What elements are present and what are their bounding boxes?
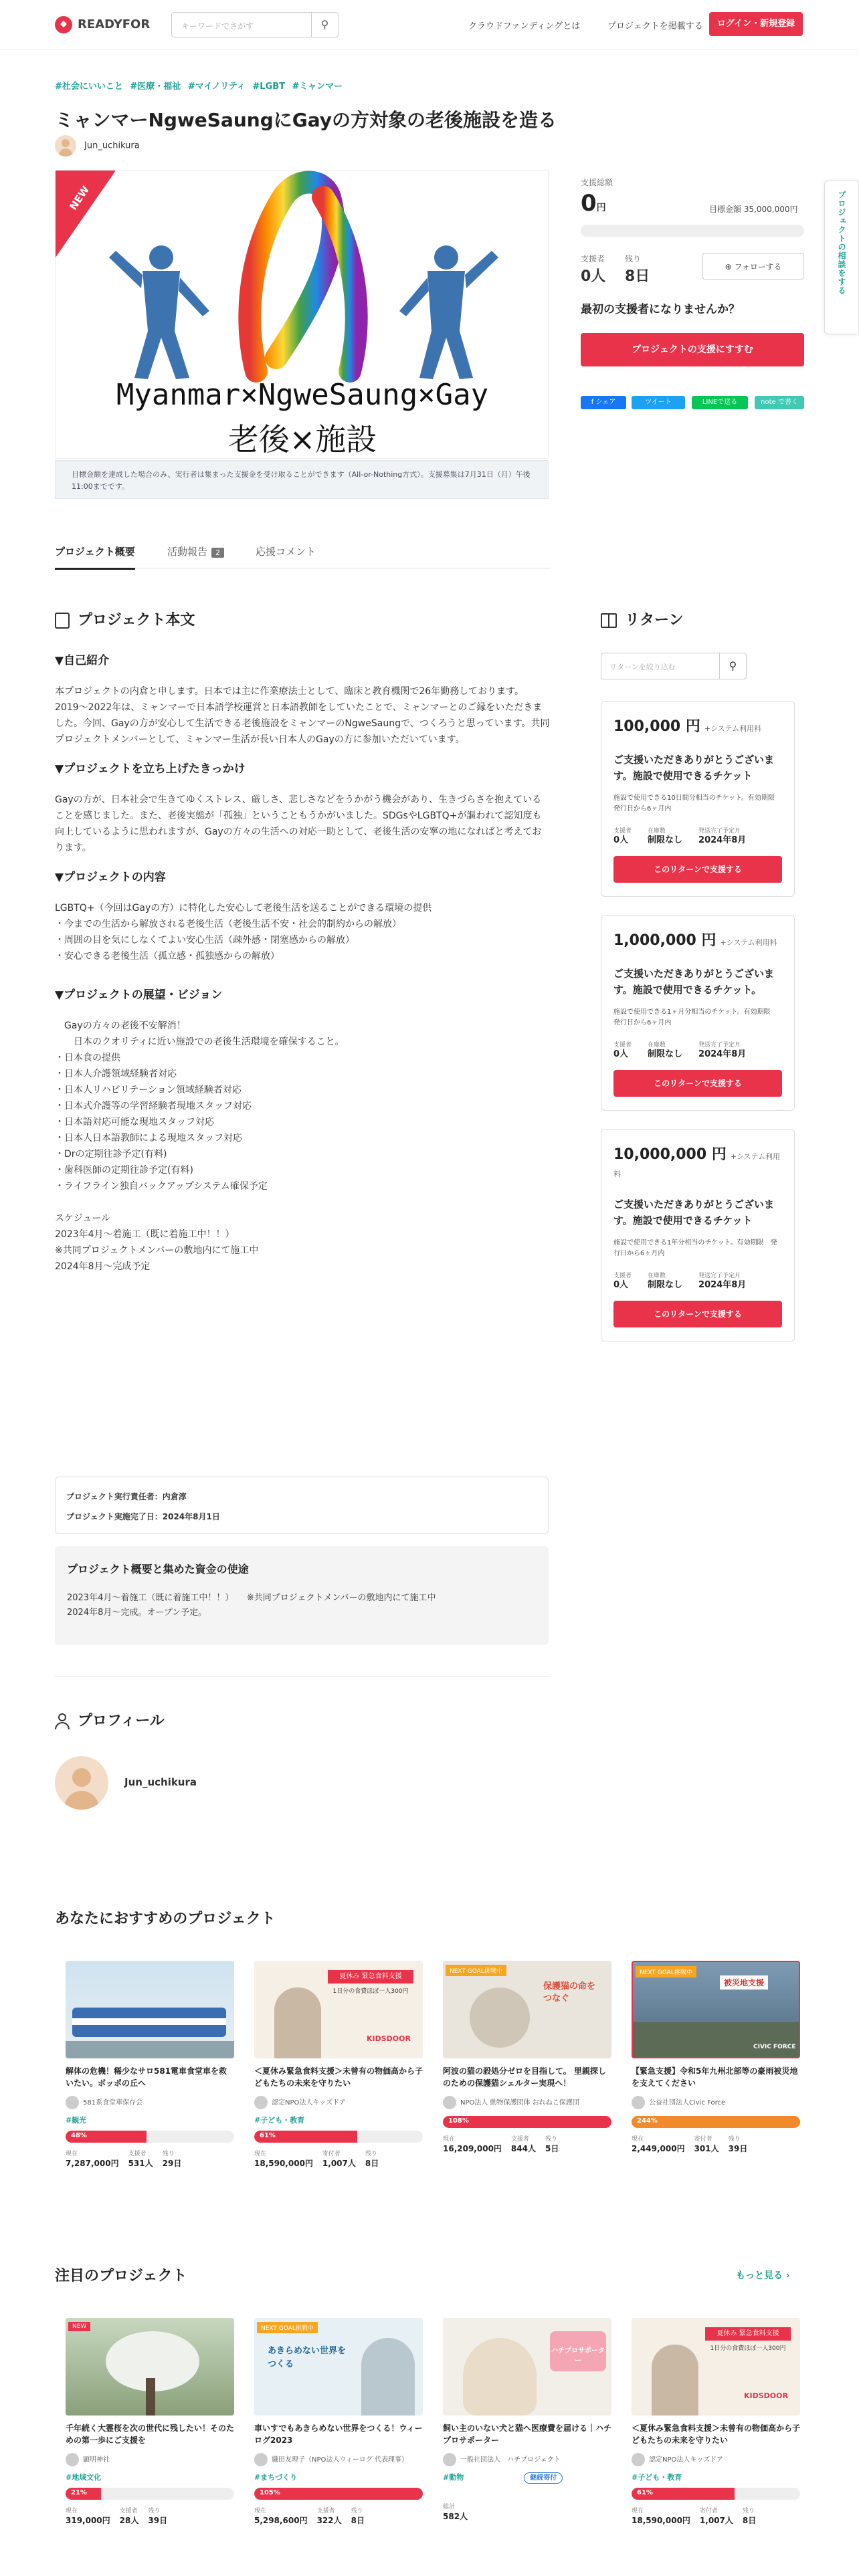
- remaining-label: 残り: [625, 254, 642, 263]
- summary-title: プロジェクト概要と集めた資金の使途: [67, 1563, 249, 1576]
- reward-meta: 支援者 0人 在庫数 制限なし 発送完了予定月 2024年8月: [613, 1273, 747, 1290]
- site-header: [0, 0, 859, 49]
- org-avatar: [443, 2096, 456, 2109]
- reward-support-button[interactable]: このリターンで支援する: [613, 1070, 782, 1097]
- card-image-cat: NEXT GOAL挑戦中 保護猫の命をつなぐ: [443, 1961, 611, 2058]
- reports-count-badge: 2: [211, 548, 224, 558]
- continuous-donation-badge: 継続寄付: [524, 2472, 563, 2484]
- new-badge: NEW: [67, 183, 92, 213]
- org-avatar: [66, 2453, 79, 2466]
- gift-icon: [601, 613, 617, 628]
- org-avatar: [254, 2096, 268, 2109]
- para-content: LGBTQ+（今回はGayの方）に特化した安心して老後生活を送ることができる環境の提供 ・今までの生活から解放される老後生活（老後生活不安・社会的制約からの解放） ・周囲の目を気にしなくてよい安心生活（疎外感・閉塞感からの解放） ・安心できる老後生活（孤立感・孤独感からの解放）: [55, 903, 432, 962]
- para-intro: 本プロジェクトの内倉と申します。日本では主に作業療法士として、臨床と教育機関で26年勤務しております。2019〜2022年は、ミャンマーで日本語学校運営と日本語教師をしていたことで、ミャンマーとのご縁をいただきました。今回、Gayの方が安心して生活できる老後施設をミャンマーのNgweSaungで、つくろうと思っています。共同プロジェクトメンバーとして、ミャンマー生活が長い日本人のGayの方に参加いただいています。: [55, 686, 550, 745]
- rewards-heading: リターン: [601, 609, 684, 629]
- support-project-button[interactable]: プロジェクトの支援にすすむ: [581, 333, 804, 366]
- reward-description: 施設で使用できる1年分相当のチケット。有効期限 発行日から6ヶ月内: [613, 1239, 777, 1257]
- all-or-nothing-note: 目標金額を達成した場合のみ、実行者は集まった支援金を受け取ることができます（All-or-Nothing方式）。支援募集は7月31日（月）午後11:00までです。: [55, 460, 549, 499]
- hero-line1: Myanmar×NgweSaung×Gay: [116, 378, 489, 412]
- card-image-kids: 夏休み 緊急食料支援 1日分の食費ほぼ一人300円 KIDSDOOR: [254, 1961, 423, 2058]
- project-title: ミャンマーNgweSaungにGayの方対象の老後施設を造る: [55, 109, 557, 131]
- reward-price: 1,000,000 円 +システム利用料: [613, 932, 777, 949]
- reward-price: 10,000,000 円 +システム利用料: [613, 1146, 780, 1178]
- reward-title: ご支援いただきありがとうございます。施設で使用できるチケット。: [613, 968, 775, 996]
- header-search[interactable]: [171, 12, 339, 37]
- hero-line2: 老後×施設: [227, 421, 377, 457]
- plus-icon: ⊕: [725, 262, 735, 272]
- recommended-heading: あなたにおすすめのプロジェクト: [55, 1911, 276, 1927]
- nav-post-project-link[interactable]: プロジェクトを掲載する: [607, 21, 703, 31]
- readyfor-logo[interactable]: READYFOR: [55, 16, 150, 33]
- card-progress-bar: 105%: [254, 2488, 423, 2500]
- project-card[interactable]: 解体の危機！稀少なサロ581電車食堂車を救いたい。ボッポの丘へ 581系食堂車保存会 #観光 48% 現在 7,287,000円 支援者 531人 残り 29日: [66, 1961, 234, 2181]
- follow-button[interactable]: ⊕ フォローする: [702, 253, 804, 280]
- funding-progress-bar: [581, 225, 804, 237]
- card-progress-bar: 61%: [254, 2131, 423, 2143]
- supporters-label: 支援者: [581, 254, 605, 263]
- tab-overview[interactable]: プロジェクト概要: [55, 544, 135, 570]
- reward-meta: 支援者 0人 在庫数 制限なし 発送完了予定月 2024年8月: [613, 1042, 747, 1059]
- profile-name[interactable]: Jun_uchikura: [124, 1776, 197, 1788]
- project-tabs: [55, 535, 550, 568]
- featured-heading: 注目のプロジェクト: [55, 2268, 187, 2284]
- card-image-cherry-tree: NEW: [66, 2318, 234, 2416]
- tab-comments[interactable]: 応援コメント: [256, 546, 316, 558]
- reward-search[interactable]: [601, 653, 747, 679]
- funds-usage-summary: [55, 1546, 549, 1645]
- org-avatar: [254, 2453, 268, 2466]
- project-owner[interactable]: [55, 135, 140, 156]
- total-amount: 0円: [581, 190, 606, 217]
- reward-card[interactable]: [601, 1129, 795, 1341]
- project-hero-image: [55, 170, 549, 459]
- project-body-heading: プロジェクト本文: [55, 609, 195, 629]
- reward-title: ご支援いただきありがとうございます。施設で使用できるチケット: [613, 1198, 775, 1226]
- reward-meta: 支援者 0人 在庫数 制限なし 発送完了予定月 2024年8月: [613, 828, 747, 845]
- line-share-button[interactable]: LINEで送る: [692, 396, 748, 409]
- owner-name[interactable]: Jun_uchikura: [84, 140, 140, 151]
- card-image-wheelchair: NEXT GOAL挑戦中 あきらめない世界をつくる: [254, 2318, 423, 2416]
- reward-description: 施設で使用できる1ヶ月分相当のチケット。有効期限 発行日から6ヶ月内: [613, 1008, 777, 1027]
- owner-avatar: [55, 135, 76, 156]
- reward-search-input[interactable]: リターンを絞り込む: [609, 663, 676, 671]
- reward-support-button[interactable]: このリターンで支援する: [613, 856, 782, 883]
- para-vision: Gayの方々の老後不安解消！ 日本のクオリティに近い施設での老後生活環境を確保すること。 ・日本食の提供 ・日本人介護領域経験者対応 ・日本人リハビリテーション領域経験者対応 ・日本式介護等の学習経験者現地スタッフ対応 ・日本語対応可能な現地スタッフ対応 ・日本人日本語教師による現地スタッフ対応 ・Drの定期往診予定(有料) ・歯科医師の定期往診予定(有料) ・ライフライン独自バックアップシステム確保予定 スケジュール 2023年4月〜着施工（既に着施工中！！） ※共同プロジェクトメンバーの敷地内にて施工中 2024年8月〜完成予定: [55, 1021, 345, 1272]
- project-card[interactable]: ハチプロサポーター 飼い主のいない犬と猫へ医療費を届ける｜ハチプロサポーター 一般社団法人 ハチプロジェクト #動物 継続寄付 総計 582人: [443, 2318, 611, 2539]
- card-image-flood: NEXT GOAL挑戦中 被災地支援 CIVIC FORCE: [632, 1961, 800, 2058]
- card-progress-bar: 48%: [66, 2131, 234, 2143]
- reward-card[interactable]: [601, 915, 795, 1111]
- summary-line2: 2024年8月〜完成。オープン予定。: [67, 1608, 207, 1618]
- heading-content: ▼プロジェクトの内容: [55, 871, 166, 884]
- login-signup-button[interactable]: ログイン・新規登録: [709, 12, 803, 36]
- card-progress-bar: 244%: [632, 2116, 800, 2128]
- project-card[interactable]: 夏休み 緊急食料支援 1日分の食費ほぼ一人300円 KIDSDOOR ＜夏休み緊急食料支援＞未曾有の物価高から子どもたちの未来を守りたい 認定NPO法人キッズドア #子ども・教育 61% 現在 18,590,000円 寄付者 1,007人 残り 8日: [254, 1961, 423, 2181]
- person-icon: [55, 1713, 70, 1729]
- card-progress-bar: 21%: [66, 2488, 234, 2500]
- search-input[interactable]: キーワードでさがす: [181, 21, 254, 31]
- project-card[interactable]: NEXT GOAL挑戦中 被災地支援 CIVIC FORCE 【緊急支援】令和5年九州北部等の豪雨被災地を支えてください 公益社団法人Civic Force 244% 現在 2,449,000円 寄付者 301人 残り 39日: [632, 1961, 800, 2181]
- card-image-dog: ハチプロサポーター: [443, 2318, 611, 2416]
- project-body: [55, 653, 550, 1288]
- tab-reports[interactable]: 活動報告 2: [167, 544, 224, 558]
- note-share-button[interactable]: note で書く: [755, 396, 804, 409]
- supporters-count: 0人: [581, 268, 606, 285]
- project-card[interactable]: 夏休み 緊急食料支援 1日分の食費ほぼ一人300円 KIDSDOOR ＜夏休み緊急食料支援＞未曾有の物価高から子どもたちの未来を守りたい 認定NPO法人キッズドア #子ども・教育 61% 現在 18,590,000円 寄付者 1,007人 残り 8日: [632, 2318, 800, 2539]
- info-owner: プロジェクト実行責任者：内倉淳: [66, 1492, 187, 1501]
- reward-card[interactable]: [601, 701, 795, 897]
- org-avatar: [632, 2096, 645, 2109]
- see-more-link[interactable]: もっと見る ›: [736, 2270, 790, 2281]
- card-progress-bar: 61%: [632, 2488, 800, 2500]
- total-label: 支援総額: [581, 178, 613, 187]
- reward-description: 施設で使用できる10日間分相当のチケット。有効期限 発行日から6ヶ月内: [613, 794, 781, 813]
- heading-reason: ▼プロジェクトを立ち上げたきっかけ: [55, 762, 246, 776]
- card-image-train: [66, 1961, 234, 2058]
- search-icon[interactable]: ⚲: [311, 13, 338, 37]
- readyfor-logo-icon: [55, 16, 72, 33]
- nav-about-link[interactable]: クラウドファンディングとは: [468, 21, 581, 31]
- org-avatar: [66, 2096, 79, 2109]
- org-avatar: [443, 2453, 456, 2466]
- info-date: プロジェクト実施完了日：2024年8月1日: [66, 1512, 220, 1521]
- project-tags[interactable]: #社会にいいこと #医療・福祉 #マイノリティ #LGBT #ミャンマー: [55, 82, 343, 92]
- facebook-share-button[interactable]: f シェア: [581, 396, 626, 409]
- search-icon[interactable]: ⚲: [719, 653, 746, 679]
- first-supporter-text: 最初の支援者になりませんか？: [581, 303, 740, 316]
- para-reason: Gayの方が、日本社会で生きてゆくストレス、厳しさ、悲しさなどをうかがう機会があり、生きづらさを抱えていることを感じました。また、老後実態が「孤独」ということもうかがいました。SDGsやLGBTQ+が謳われて認知度も向上しているように思われますが、Gayの方々の生活への対応一助として、老後生活の安寧の地になればと考えております。: [55, 794, 542, 853]
- heading-intro: ▼自己紹介: [55, 654, 110, 667]
- remaining-days: 8日: [625, 268, 650, 285]
- document-icon: [55, 613, 70, 629]
- card-image-kids: 夏休み 緊急食料支援 1日分の食費ほぼ一人300円 KIDSDOOR: [632, 2318, 800, 2416]
- tweet-button[interactable]: ツイート: [632, 396, 685, 409]
- profile-heading: プロフィール: [55, 1709, 165, 1730]
- reward-title: ご支援いただきありがとうございます。施設で使用できるチケット: [613, 754, 775, 782]
- project-info-box: [55, 1477, 549, 1534]
- card-progress-bar: 108%: [443, 2116, 611, 2128]
- goal-amount: 目標金額 35,000,000円: [709, 205, 798, 214]
- summary-line1: 2023年4月〜着施工（既に着施工中！！） ※共同プロジェクトメンバーの敷地内にて施工中: [67, 1593, 436, 1603]
- divider: [55, 1676, 550, 1677]
- project-card[interactable]: NEXT GOAL挑戦中 あきらめない世界をつくる 車いすでもあきらめない世界をつくる！ウィーログ2023 織田友理子（NPO法人ウィーログ 代表理事） #まちづくり 105% 現在 5,298,600円 支援者 322人 残り 8日: [254, 2318, 423, 2539]
- project-card[interactable]: NEW 千年続く大霊桜を次の世代に残したい！そのための第一歩にご支援を 顕明神社 #地域文化 21% 現在 319,000円 支援者 28人 残り 39日: [66, 2318, 234, 2539]
- heading-vision: ▼プロジェクトの展望・ビジョン: [55, 988, 223, 1002]
- project-card[interactable]: NEXT GOAL挑戦中 保護猫の命をつなぐ 阿波の猫の殺処分ゼロを目指して。 里親探しのための保護猫シェルター実現へ！ NPO法人 動物保護団体 おれねこ保護団 108% 現在 16,209,000円 支援者 844人 残り 5日: [443, 1961, 611, 2181]
- consult-side-tab[interactable]: プロジェクトの相談をする: [824, 181, 859, 334]
- org-avatar: [632, 2453, 645, 2466]
- profile-avatar: [55, 1756, 108, 1810]
- reward-price: 100,000 円 +システム利用料: [613, 718, 761, 735]
- reward-support-button[interactable]: このリターンで支援する: [613, 1301, 782, 1327]
